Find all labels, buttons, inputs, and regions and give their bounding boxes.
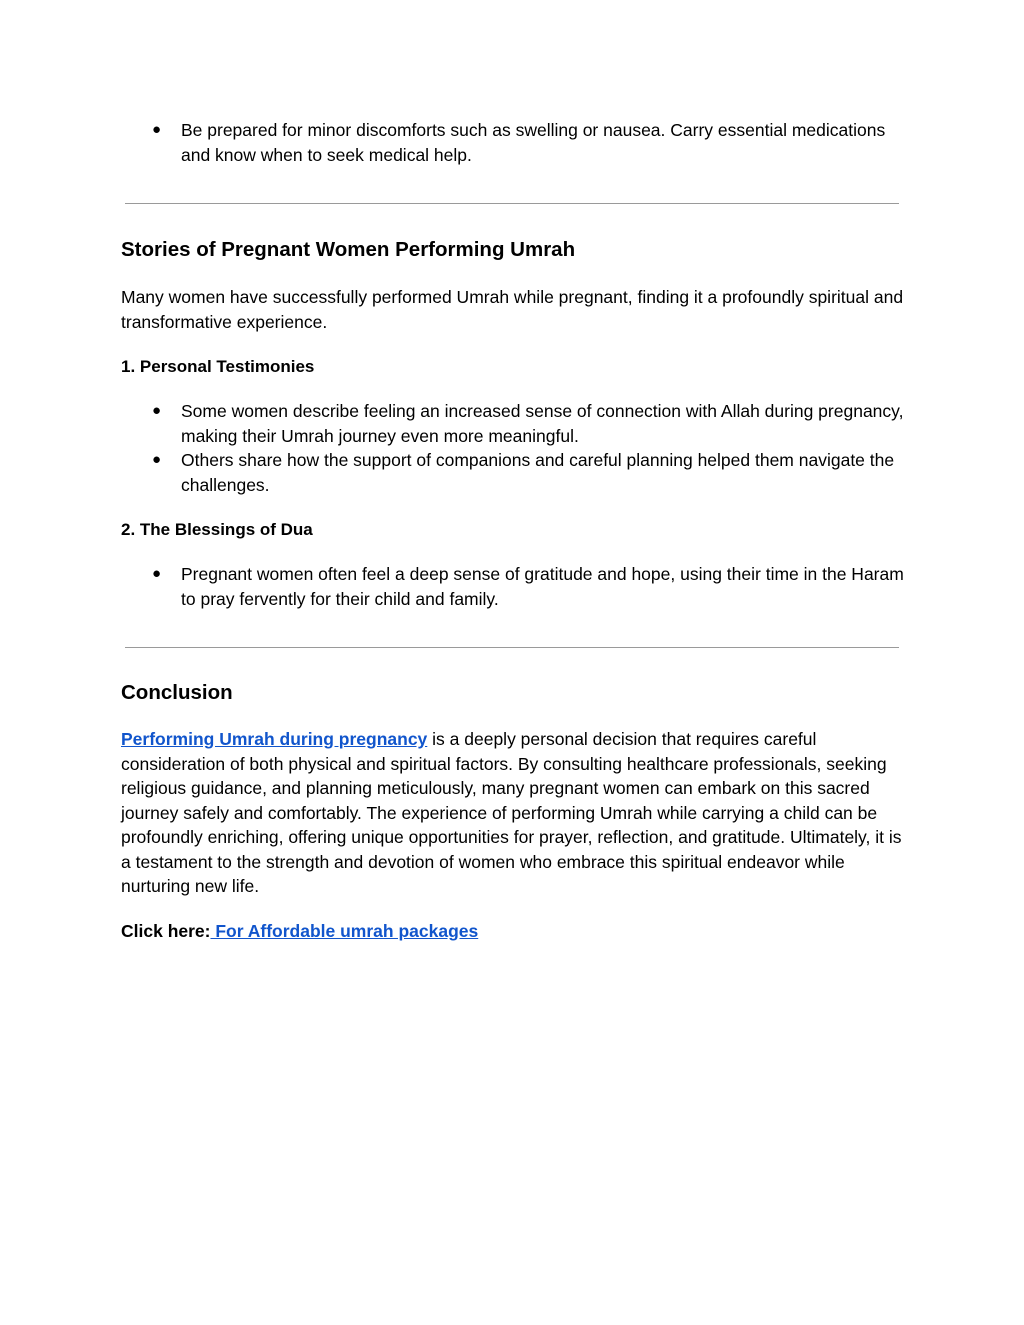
list-item-text: Some women describe feeling an increased sense of connection with Allah during pregnancy, making their Umrah journey even more meaningful. (181, 401, 904, 446)
performing-umrah-pregnancy-link[interactable]: Performing Umrah during pregnancy (121, 729, 428, 749)
affordable-umrah-packages-link[interactable]: For Affordable umrah packages (210, 920, 479, 941)
dua-bullet-list (121, 562, 906, 611)
conclusion-heading: Conclusion (121, 681, 233, 704)
stories-intro: Many women have successfully performed Umrah while pregnant, finding it a profoundly spiritual and transformative experience. (121, 287, 904, 332)
cta-label: Click here: (121, 920, 211, 941)
cta-line (121, 919, 906, 944)
personal-testimonies-heading: 1. Personal Testimonies (121, 357, 315, 376)
bullet-icon: ● (152, 402, 162, 419)
list-item-text: Others share how the support of companions and careful planning helped them navigate the challenges. (181, 450, 895, 495)
section-divider (125, 647, 899, 648)
section-divider (125, 203, 899, 204)
list-item (121, 399, 906, 448)
testimonies-bullet-list (121, 399, 906, 497)
intro-bullet-list (121, 118, 906, 167)
blessings-of-dua-heading: 2. The Blessings of Dua (121, 520, 313, 539)
list-item (121, 448, 906, 497)
stories-heading: Stories of Pregnant Women Performing Umrah (121, 238, 576, 261)
bullet-icon: ● (152, 121, 162, 138)
list-item-text: Pregnant women often feel a deep sense of gratitude and hope, using their time in the Haram to pray fervently for their child and family. (181, 564, 904, 609)
bullet-icon: ● (152, 565, 162, 582)
list-item (121, 118, 906, 167)
list-item (121, 562, 906, 611)
list-item-text: Be prepared for minor discomforts such as swelling or nausea. Carry essential medications and know when to seek medical help. (181, 120, 886, 165)
conclusion-paragraph (121, 727, 906, 899)
conclusion-body-text: is a deeply personal decision that requires careful consideration of both physical and spiritual factors. By consulting healthcare professionals, seeking religious guidance, and planning meticulously, many pregnant women can embark on this sacred journey safely and comfortably. The experience of performing Umrah while carrying a child can be profoundly enriching, offering unique opportunities for prayer, reflection, and gratitude. Ultimately, it is a testament to the strength and devotion of women who embrace this spiritual endeavor while nurturing new life. (121, 729, 902, 896)
bullet-icon: ● (152, 451, 162, 468)
document-body (121, 118, 906, 943)
